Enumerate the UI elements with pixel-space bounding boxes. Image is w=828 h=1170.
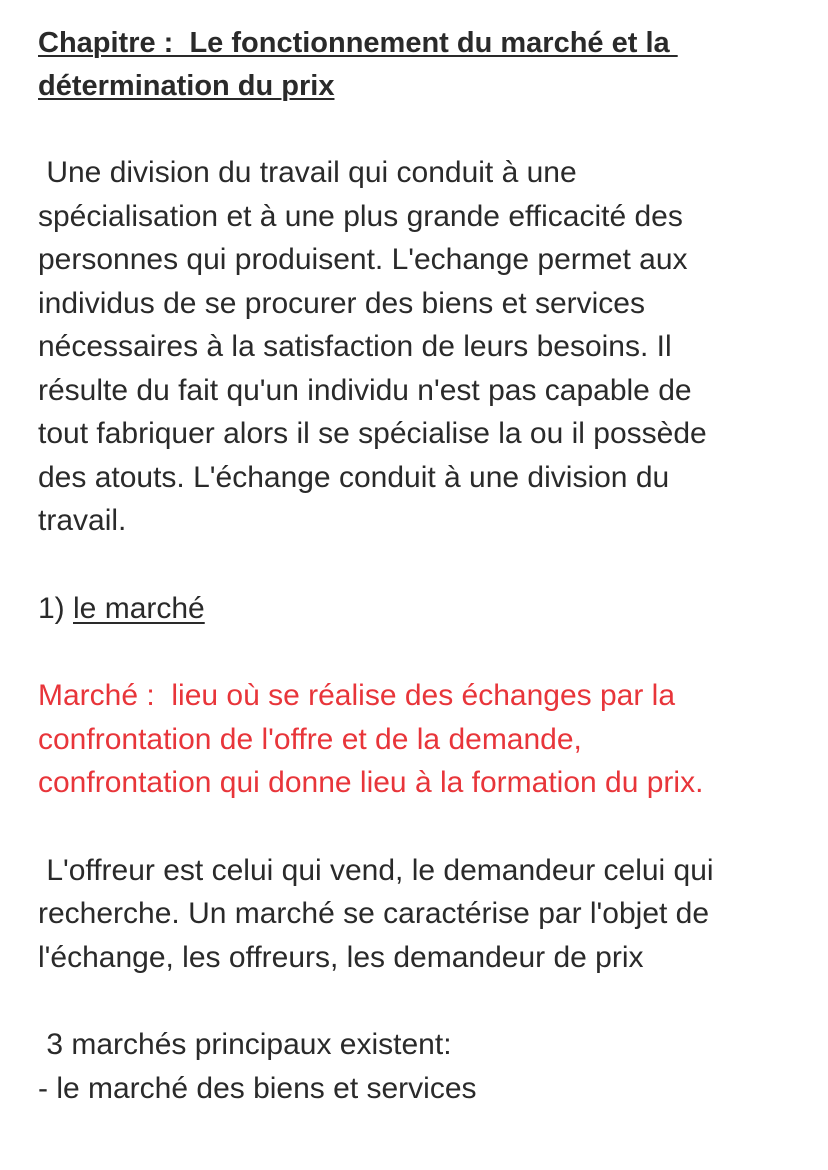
spacer [38,979,828,1023]
intro-line-8: des atouts. L'échange conduit à une division du [38,460,670,494]
definition-line-1: Marché : lieu où se réalise des échanges par la [38,679,676,712]
section-title: le marché [73,591,205,625]
intro-line-3: personnes qui produisent. L'echange permet aux [38,243,688,276]
definition-line-2: confrontation de l'offre et de la demande, [38,722,582,756]
offer-line-2: recherche. Un marché se caractérise par l'objet de [38,897,710,930]
spacer [38,805,828,849]
intro-line-6: résulte du fait qu'un individu n'est pas capable de [38,373,692,407]
spacer [38,108,828,151]
intro-paragraph [38,151,813,543]
chapter-title-line-1: Chapitre : Le fonctionnement du marché et la [38,27,678,59]
section-heading [38,587,813,631]
section-heading-line [38,587,813,631]
spacer [38,630,828,674]
intro-line-2: spécialisation et à une plus grande efficacité des [38,199,683,233]
intro-line-1: Une division du travail qui conduit à une [38,156,577,189]
section-number: 1) [38,591,74,625]
markets-line-2: - le marché des biens et services [38,1071,477,1105]
offer-demand-paragraph [38,849,813,980]
markets-list-paragraph [38,1023,813,1110]
definition-paragraph [38,674,813,805]
intro-line-4: individus de se procurer des biens et services [38,286,645,320]
intro-line-9: travail. [38,504,127,537]
intro-line-5: nécessaires à la satisfaction de leurs besoins. Il [38,330,672,363]
spacer [38,543,828,587]
markets-line-1: 3 marchés principaux existent: [38,1028,452,1061]
chapter-title [38,22,778,108]
chapter-title-line-2: détermination du prix [38,70,335,102]
offer-line-1: L'offreur est celui qui vend, le demandeur celui qui [38,853,714,887]
intro-line-7: tout fabriquer alors il se spécialise la ou il possède [38,417,707,450]
definition-line-3: confrontation qui donne lieu à la formation du prix. [38,766,704,799]
offer-line-3: l'échange, les offreurs, les demandeur de prix [38,940,644,974]
